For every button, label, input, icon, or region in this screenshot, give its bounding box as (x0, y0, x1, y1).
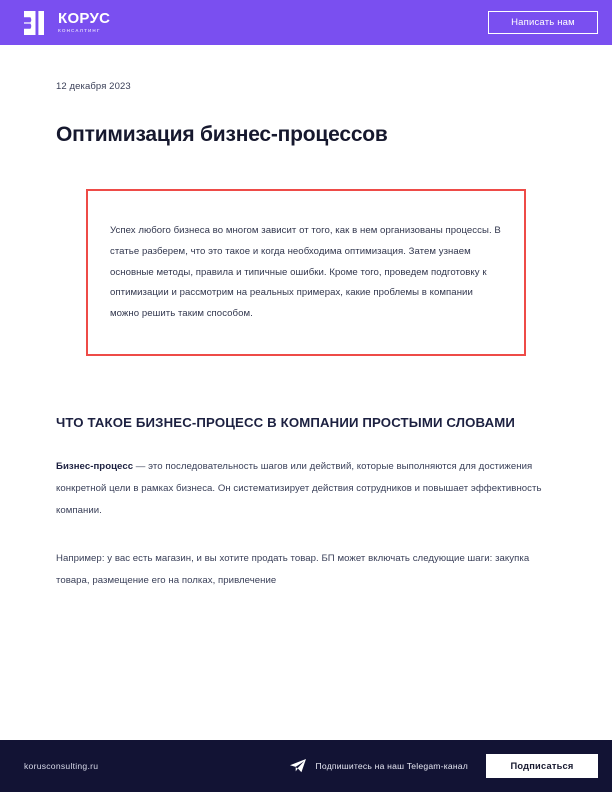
site-header (0, 0, 612, 45)
contact-us-button[interactable]: Написать нам (488, 11, 598, 34)
lede-text: Успех любого бизнеса во многом зависит от того, как в нем организованы процессы. В статье разберем, что это такое и когда необходима оптимизация. Затем узнаем основные методы, правила и типичные ошибки. Кроме того, проведем подготовку к оптимизации и рассмотрим на реальных примерах, какие проблемы в компании можно решить таким способом. (110, 225, 501, 319)
footer-website-url[interactable]: korusconsulting.ru (24, 761, 99, 771)
body-paragraph-1 (56, 456, 556, 522)
publication-date: 12 декабря 2023 (56, 81, 131, 92)
brand-wordmark (58, 11, 110, 33)
brand-subtitle: КОНСАЛТИНГ (58, 27, 101, 33)
telegram-paper-plane-icon (289, 757, 307, 775)
telegram-promo[interactable] (289, 757, 468, 775)
body-paragraph-2: Например: у вас есть магазин, и вы хотите продать товар. БП может включать следующие шаги: закупка товара, размещение его на полках, привлечение (56, 552, 530, 587)
term-bold: Бизнес-процесс (56, 460, 134, 472)
section-heading: ЧТО ТАКОЕ БИЗНЕС-ПРОЦЕСС В КОМПАНИИ ПРОСТЫМИ СЛОВАМИ (56, 415, 516, 431)
brand-logo[interactable] (24, 10, 110, 36)
page-title: Оптимизация бизнес-процессов (56, 123, 388, 146)
subscribe-button[interactable]: Подписаться (486, 754, 598, 778)
telegram-promo-text: Подпишитесь на наш Telegam-канал (315, 761, 468, 771)
article-content (0, 45, 612, 740)
korus-logo-mark-icon (24, 10, 50, 36)
brand-name: КОРУС (58, 10, 111, 28)
lede-callout-box (86, 189, 526, 356)
body-paragraph-1-rest: — это последовательность шагов или действий, которые выполняются для достижения конкретной цели в рамках бизнеса. Он систематизирует действия сотрудников и повышает эффективность компании. (56, 460, 542, 516)
site-footer (0, 740, 612, 792)
